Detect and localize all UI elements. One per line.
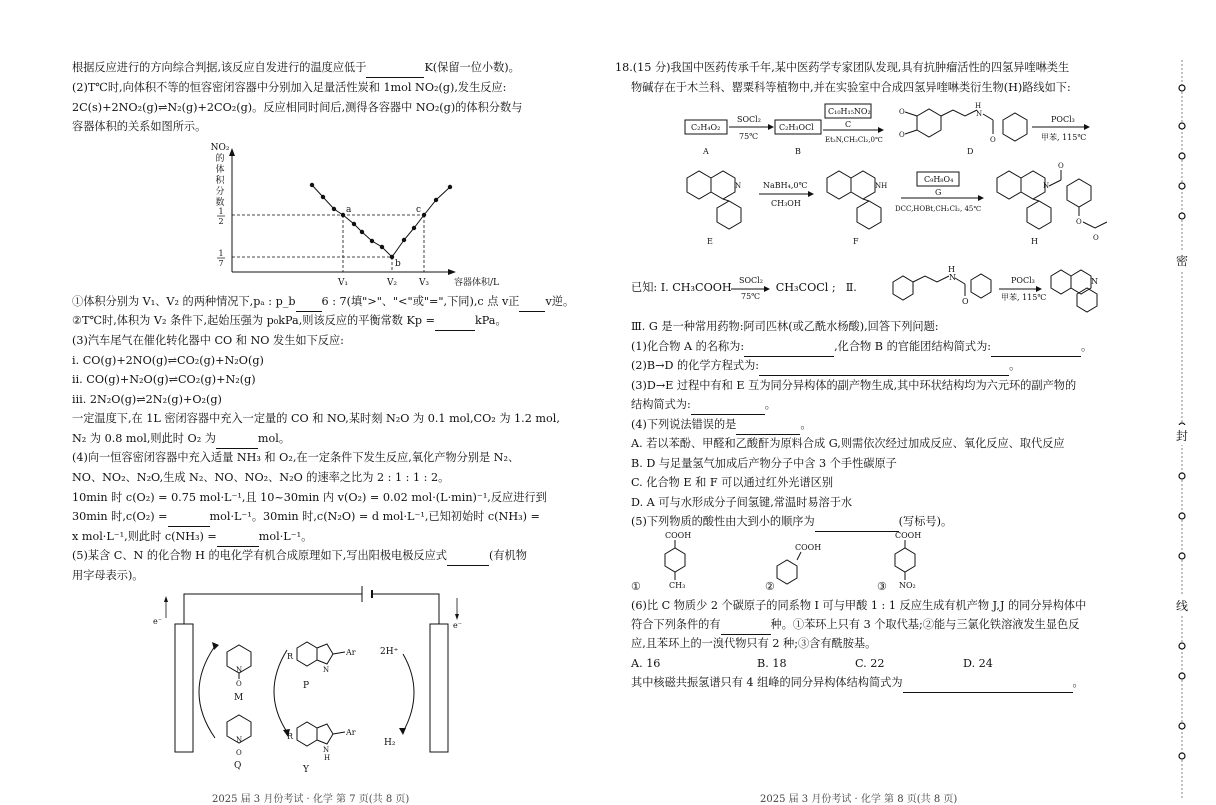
f-nh: NH (875, 182, 888, 190)
option-c: C. 化合物 E 和 F 可以通过红外光谱区别 (631, 476, 834, 489)
graph-ylabel-2: 体 (215, 165, 225, 175)
graph-ylabel-0: NO₂ (210, 143, 230, 153)
d-o2: O (899, 131, 905, 139)
known-socl2: SOCl₂ (739, 276, 763, 285)
acid1-cooh: COOH (665, 531, 692, 540)
option-a: A. 若以苯酚、甲醛和乙酸酐为原料合成 G,则需依次经过加成反应、氧化反应、取代反应 (631, 437, 1065, 450)
footer-left: 2025 届 3 月份考试 · 化学 第 7 页(共 8 页) (212, 794, 410, 805)
text-line: ⅰ. CO(g)+2NO(g)⇌CO₂(g)+N₂O(g) (72, 354, 264, 367)
label-c: C (845, 120, 852, 129)
label-p: P (303, 681, 310, 691)
x-tick-v3: V₃ (418, 278, 430, 288)
text-line: 用字母表示)。 (72, 569, 144, 582)
graph-ylabel-5: 数 (215, 198, 225, 208)
h-ester-o: O (1076, 218, 1082, 226)
y-nh: N (323, 746, 330, 754)
d-nh-h: H (975, 102, 982, 110)
q6-option-a: A. 16 (631, 657, 661, 670)
y-tick-seventh-den: 7 (218, 259, 224, 268)
q6-line: (6)比 C 物质少 2 个碳原子的同系物 I 可与甲酸 1 : 1 反应生成有机产物 J,J 的同分异构体中 (631, 599, 1087, 612)
known-toluene: 甲苯, 115℃ (1001, 293, 1047, 302)
q6-option-b: B. 18 (757, 657, 787, 670)
text-line: 30min 时,c(O₂) = mol·L⁻¹。30min 时,c(N₂O) = d mol·L⁻¹,已知初始时 c(NH₃) = (72, 507, 540, 527)
text-line: 一定温度下,在 1L 密闭容器中充入一定量的 CO 和 NO,某时刻 N₂O 为 0.1 mol,CO₂ 为 1.2 mol, (72, 412, 560, 425)
label-q: Q (234, 761, 242, 771)
x-tick-v2: V₂ (386, 278, 398, 288)
option-d: D. A 可与水形成分子间氢键,常温时易溶于水 (631, 496, 853, 509)
q-n-atom: N (236, 736, 243, 744)
text-line: (2)T℃时,向体积不等的恒容密闭容器中分别加入足量活性炭和 1mol NO₂(g),发生反应: (72, 81, 507, 94)
box-a: C₂H₄O₂ (691, 123, 721, 132)
d-o1: O (899, 108, 905, 116)
label-y: Y (303, 765, 309, 775)
acid1-num: ① (631, 580, 641, 593)
p-r-group: R (287, 652, 294, 661)
label-g: G (935, 188, 942, 197)
electrochem-diagram (153, 582, 467, 792)
cathode-electrode (430, 624, 448, 752)
y-ar-group: Ar (346, 728, 356, 737)
box-c: C₁₀H₁₅NO₂ (828, 107, 871, 116)
text-line: (2)B→D 的化学方程式为: 。 (631, 356, 1020, 376)
q-o-atom: O (236, 749, 242, 757)
acid3-num: ③ (877, 580, 887, 593)
acid2-num: ② (765, 580, 775, 593)
q6-option-c: C. 22 (855, 657, 885, 670)
box-b: C₂H₃OCl (779, 123, 814, 132)
h2-label: H₂ (384, 738, 396, 748)
no2-volume-graph (202, 140, 532, 295)
e-n: N (735, 182, 742, 190)
known-n2: N (1091, 277, 1098, 286)
y-r-group: R (287, 732, 294, 741)
m-n-atom: N (236, 666, 243, 674)
label-b: B (795, 147, 801, 156)
point-c-label: c (416, 205, 422, 215)
binding-margin (1168, 40, 1198, 800)
q6-line: 应,且苯环上的一溴代物只有 2 种;③含有酰胺基。 (631, 637, 877, 650)
text-line: (3)汽车尾气在催化转化器中 CO 和 NO 发生如下反应: (72, 334, 344, 347)
text-line: 根据反应进行的方向综合判据,该反应自发进行的温度应低于 K(保留一位小数)。 (72, 58, 520, 78)
d-nh-n: N (976, 110, 983, 118)
seal-feng: 封 (1176, 429, 1189, 443)
q18-line: 18.(15 分)我国中医药传承千年,某中医药学专家团队发现,具有抗肿瘤活性的四氢异喹啉类生 (615, 61, 1070, 74)
known-line: 已知: Ⅰ. CH₃COOH CH₃COCl ; Ⅱ. (631, 281, 857, 294)
temp-75: 75℃ (739, 132, 759, 141)
acid3-cooh: COOH (895, 531, 922, 540)
y-h: H (324, 754, 331, 762)
known-pocl3: POCl₃ (1011, 276, 1035, 285)
e-left-label: e⁻ (153, 617, 162, 626)
text-line: N₂ 为 0.8 mol,则此时 O₂ 为 mol。 (72, 429, 290, 449)
p-ar-group: Ar (346, 648, 356, 657)
text-line: (1)化合物 A 的名称为: ,化合物 B 的官能团结构简式为: 。 (631, 337, 1092, 357)
socl2-label: SOCl₂ (737, 115, 761, 124)
known-reactions (667, 262, 1107, 312)
text-line: NO、NO₂、N₂O,生成 N₂、NO、NO₂、N₂O 的速率之比为 2 : 1 : 1 : 2。 (72, 471, 450, 484)
p-nh: N (323, 666, 330, 674)
point-a-label: a (346, 205, 352, 215)
h-acetyl-o: O (1093, 234, 1099, 242)
h-plus-label: 2H⁺ (380, 647, 399, 657)
q6-line: 符合下列条件的有 种。①苯环上只有 3 个取代基;②能与三氯化铁溶液发生显色反 (631, 615, 1079, 635)
et3n-label: Et₃N,CH₂Cl₂,0℃ (825, 136, 883, 144)
label-d: D (967, 147, 974, 156)
m-o-atom: O (236, 680, 242, 688)
point-b-label: b (395, 259, 401, 269)
graph-ylabel-1: 的 (215, 154, 225, 164)
text-line: ①体积分别为 V₁、V₂ 的两种情况下,pₐ : p_b 6 : 7(填">"、"<"或"=",下同),c 点 v正 v逆。 (72, 292, 574, 312)
text-line: Ⅲ. G 是一种常用药物:阿司匹林(或乙酰水杨酸),回答下列问题: (631, 320, 939, 333)
nabh4-label: NaBH₄,0℃ (763, 181, 808, 190)
text-line: 结构简式为: 。 (631, 395, 776, 415)
acid2-cooh: COOH (795, 543, 822, 552)
seal-mi: 密 (1176, 254, 1189, 268)
text-line: 10min 时 c(O₂) = 0.75 mol·L⁻¹,且 10~30min 内 v(O₂) = 0.02 mol·(L·min)⁻¹,反应进行到 (72, 491, 547, 504)
text-line: ⅱ. CO(g)+N₂O(g)⇌CO₂(g)+N₂(g) (72, 373, 256, 386)
pocl3-label: POCl₃ (1051, 115, 1075, 124)
text-line: x mol·L⁻¹,则此时 c(NH₃) = mol·L⁻¹。 (72, 527, 312, 547)
text-line: 容器体积的关系如图所示。 (72, 120, 207, 133)
y-tick-half-den: 2 (218, 217, 224, 226)
footer-right: 2025 届 3 月份考试 · 化学 第 8 页(共 8 页) (760, 794, 958, 805)
graph-points (310, 183, 452, 259)
text-line: ⅲ. 2N₂O(g)⇌2N₂(g)+O₂(g) (72, 393, 222, 406)
label-e: E (707, 237, 713, 246)
text-line: 2C(s)+2NO₂(g)⇌N₂(g)+2CO₂(g)。反应相同时间后,测得各容器中 NO₂(g)的体积分数与 (72, 101, 523, 114)
text-line: ②T℃时,体积为 V₂ 条件下,起始压强为 p₀kPa,则该反应的平衡常数 Kp = kPa。 (72, 311, 507, 331)
x-axis-label: 容器体积/L (454, 278, 500, 288)
anode-electrode (175, 624, 193, 752)
known-h: H (948, 265, 955, 274)
acid3-no2: NO₂ (899, 581, 916, 590)
y-tick-half-num: 1 (218, 207, 224, 216)
label-a: A (703, 147, 709, 156)
y-tick-seventh-num: 1 (218, 249, 224, 258)
option-b: B. D 与足量氢气加成后产物分子中含 3 个手性碳原子 (631, 457, 897, 470)
h-carbonyl-o: O (1058, 162, 1064, 170)
acid1-ch3: CH₃ (669, 581, 686, 590)
seal-xian: 线 (1176, 599, 1189, 613)
e-right-label: e⁻ (453, 621, 462, 630)
h-n: N (1043, 182, 1050, 190)
q6-option-d: D. 24 (963, 657, 993, 670)
known-o: O (962, 297, 969, 306)
graph-ylabel-4: 分 (215, 187, 225, 197)
synthesis-scheme (667, 98, 1147, 260)
box-g: C₉H₈O₄ (924, 175, 954, 184)
text-line: (4)下列说法错误的是 。 (631, 415, 812, 435)
label-f: F (853, 237, 859, 246)
d-carbonyl-o: O (990, 136, 996, 144)
label-m: M (234, 693, 244, 703)
dcc-label: DCC,HOBt,CH₂Cl₂, 45℃ (895, 205, 982, 213)
acid-structures (631, 530, 961, 598)
label-h: H (1031, 237, 1038, 246)
graph-ylabel-3: 积 (215, 176, 225, 186)
text-line: (5)下列物质的酸性由大到小的顺序为 (写标号)。 (631, 512, 952, 532)
x-tick-v1: V₁ (337, 278, 349, 288)
text-line: (5)某含 C、N 的化合物 H 的电化学有机合成原理如下,写出阳极电极反应式 (有机物 (72, 546, 527, 566)
q18-line: 物碱存在于木兰科、罂粟科等植物中,并在实验室中合成四氢异喹啉类衍生物(H)路线如下: (631, 81, 1071, 94)
text-line: (3)D→E 过程中有和 E 互为同分异构体的副产物生成,其中环状结构均为六元环的副产物的 (631, 379, 1077, 392)
text-line: (4)向一恒容密闭容器中充入适量 NH₃ 和 O₂,在一定条件下发生反应,氧化产物分别是 N₂、 (72, 451, 520, 464)
toluene-label: 甲苯, 115℃ (1041, 133, 1087, 142)
known-n: N (949, 273, 956, 282)
ch3oh-label: CH₃OH (771, 199, 801, 208)
text-line: 其中核磁共振氢谱只有 4 组峰的同分异构体结构简式为 。 (631, 673, 1084, 693)
known-t75: 75℃ (741, 292, 761, 301)
